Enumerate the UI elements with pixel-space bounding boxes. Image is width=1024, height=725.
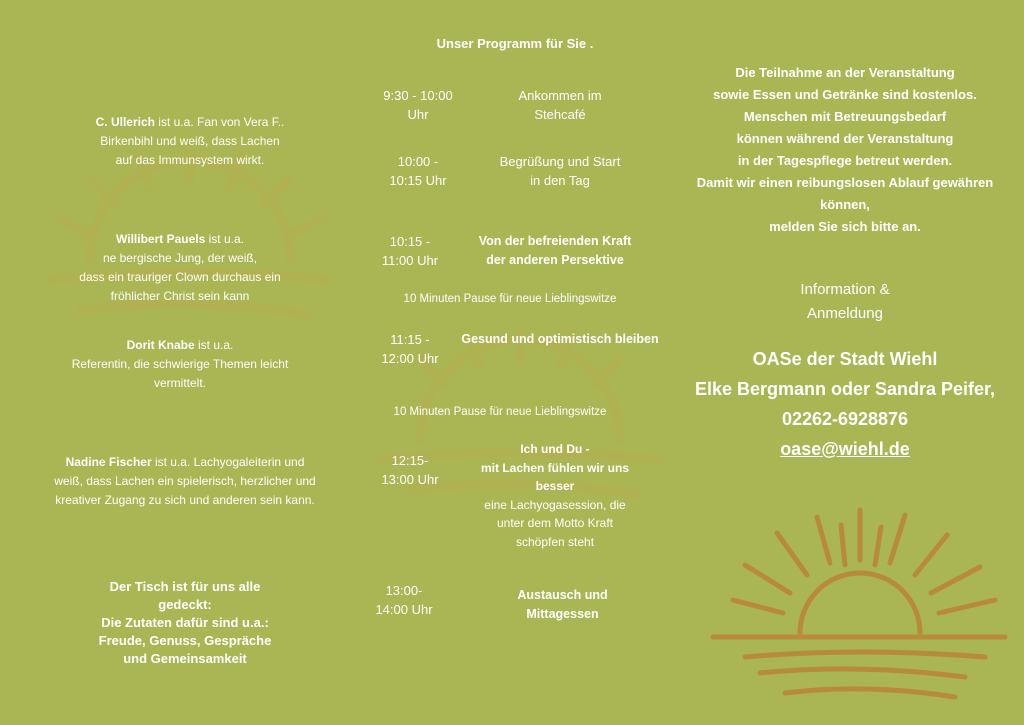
speaker-text: vermittelt. <box>153 376 206 390</box>
program-title: Unser Programm für Sie . <box>436 36 594 51</box>
sun-logo <box>705 505 1015 705</box>
table-text-line: gedeckt: <box>158 597 212 612</box>
speaker-text: kreativer Zugang zu sich und anderen sein kann. <box>55 493 315 507</box>
contact-names: Elke Bergmann oder Sandra Peifer, <box>694 379 996 399</box>
speaker-fischer <box>30 453 340 510</box>
speaker-text: weiß, dass Lachen ein spielerisch, herzlicher und <box>54 474 316 488</box>
speaker-name: Willibert Pauels <box>116 232 206 246</box>
contact-email-link[interactable]: oase@wiehl.de <box>780 439 910 459</box>
pause-2: 10 Minuten Pause für neue Lieblingswitze <box>393 406 607 418</box>
schedule-desc: Ankommen im Stehcafé <box>518 88 602 122</box>
speaker-name: Nadine Fischer <box>65 455 152 469</box>
schedule-desc: Austausch und Mittagessen <box>517 588 608 621</box>
schedule-time: 10:15 - 11:00 Uhr <box>381 234 439 268</box>
contact-phone[interactable]: 02262-6928876 <box>781 409 909 429</box>
speaker-text: auf das Immunsystem wirkt. <box>115 153 265 167</box>
schedule-desc: Ich und Du - mit Lachen fühlen wir uns besser eine Lachyogasession, die unter dem Motto Kraft schöpfen steht <box>480 442 629 549</box>
speaker-text: ist u.a. Fan von Vera F.. <box>154 115 285 129</box>
info-text: Die Teilnahme an der Veranstaltung sowie Essen und Getränke sind kostenlos. Menschen mit Betreuungsbedarf können während der Veranstaltung in der Tagespflege betreut werden. Damit wir einen reibungslosen Ablauf gewähren können, melden Sie sich bitte an. <box>696 65 994 234</box>
contact-block <box>680 344 1010 464</box>
schedule-time: 11:15 - 12:00 Uhr <box>381 332 439 366</box>
contact-org: OASe der Stadt Wiehl <box>752 349 938 369</box>
speaker-pauels <box>40 230 320 306</box>
table-text <box>70 578 300 668</box>
schedule-desc: Von der befreienden Kraft der anderen Persektive <box>478 234 632 267</box>
speaker-text: ist u.a. <box>194 338 234 352</box>
speaker-name: Dorit Knabe <box>126 338 195 352</box>
speaker-text: Birkenbihl und weiß, dass Lachen <box>100 134 280 148</box>
schedule-desc: Gesund und optimistisch bleiben <box>461 332 659 346</box>
schedule-time: 13:00- 14:00 Uhr <box>375 583 433 617</box>
table-text-line: Freude, Genuss, Gespräche <box>98 633 272 648</box>
speaker-text: ne bergische Jung, der weiß, <box>102 251 258 265</box>
table-text-line: und Gemeinsamkeit <box>123 651 247 666</box>
speaker-name: C. Ullerich <box>95 115 155 129</box>
info-heading: Information & Anmeldung <box>800 281 890 322</box>
speaker-ullerich <box>60 113 320 170</box>
speaker-text: dass ein trauriger Clown durchaus ein <box>79 270 281 284</box>
schedule-time: 10:00 - 10:15 Uhr <box>389 154 447 188</box>
schedule-time: 9:30 - 10:00 Uhr <box>383 88 453 122</box>
schedule-time: 12:15- 13:00 Uhr <box>381 453 439 487</box>
speaker-text: ist u.a. Lachyogaleiterin und <box>151 455 305 469</box>
speaker-text: ist u.a. <box>205 232 244 246</box>
speaker-text: fröhlicher Christ sein kann <box>110 289 250 303</box>
schedule-desc: Begrüßung und Start in den Tag <box>499 154 621 188</box>
table-text-line: Der Tisch ist für uns alle <box>109 579 261 594</box>
speaker-text: Referentin, die schwierige Themen leicht <box>71 357 289 371</box>
speaker-knabe <box>40 336 320 393</box>
pause-1: 10 Minuten Pause für neue Lieblingswitze <box>403 293 617 305</box>
table-text-line: Die Zutaten dafür sind u.a.: <box>101 615 269 630</box>
